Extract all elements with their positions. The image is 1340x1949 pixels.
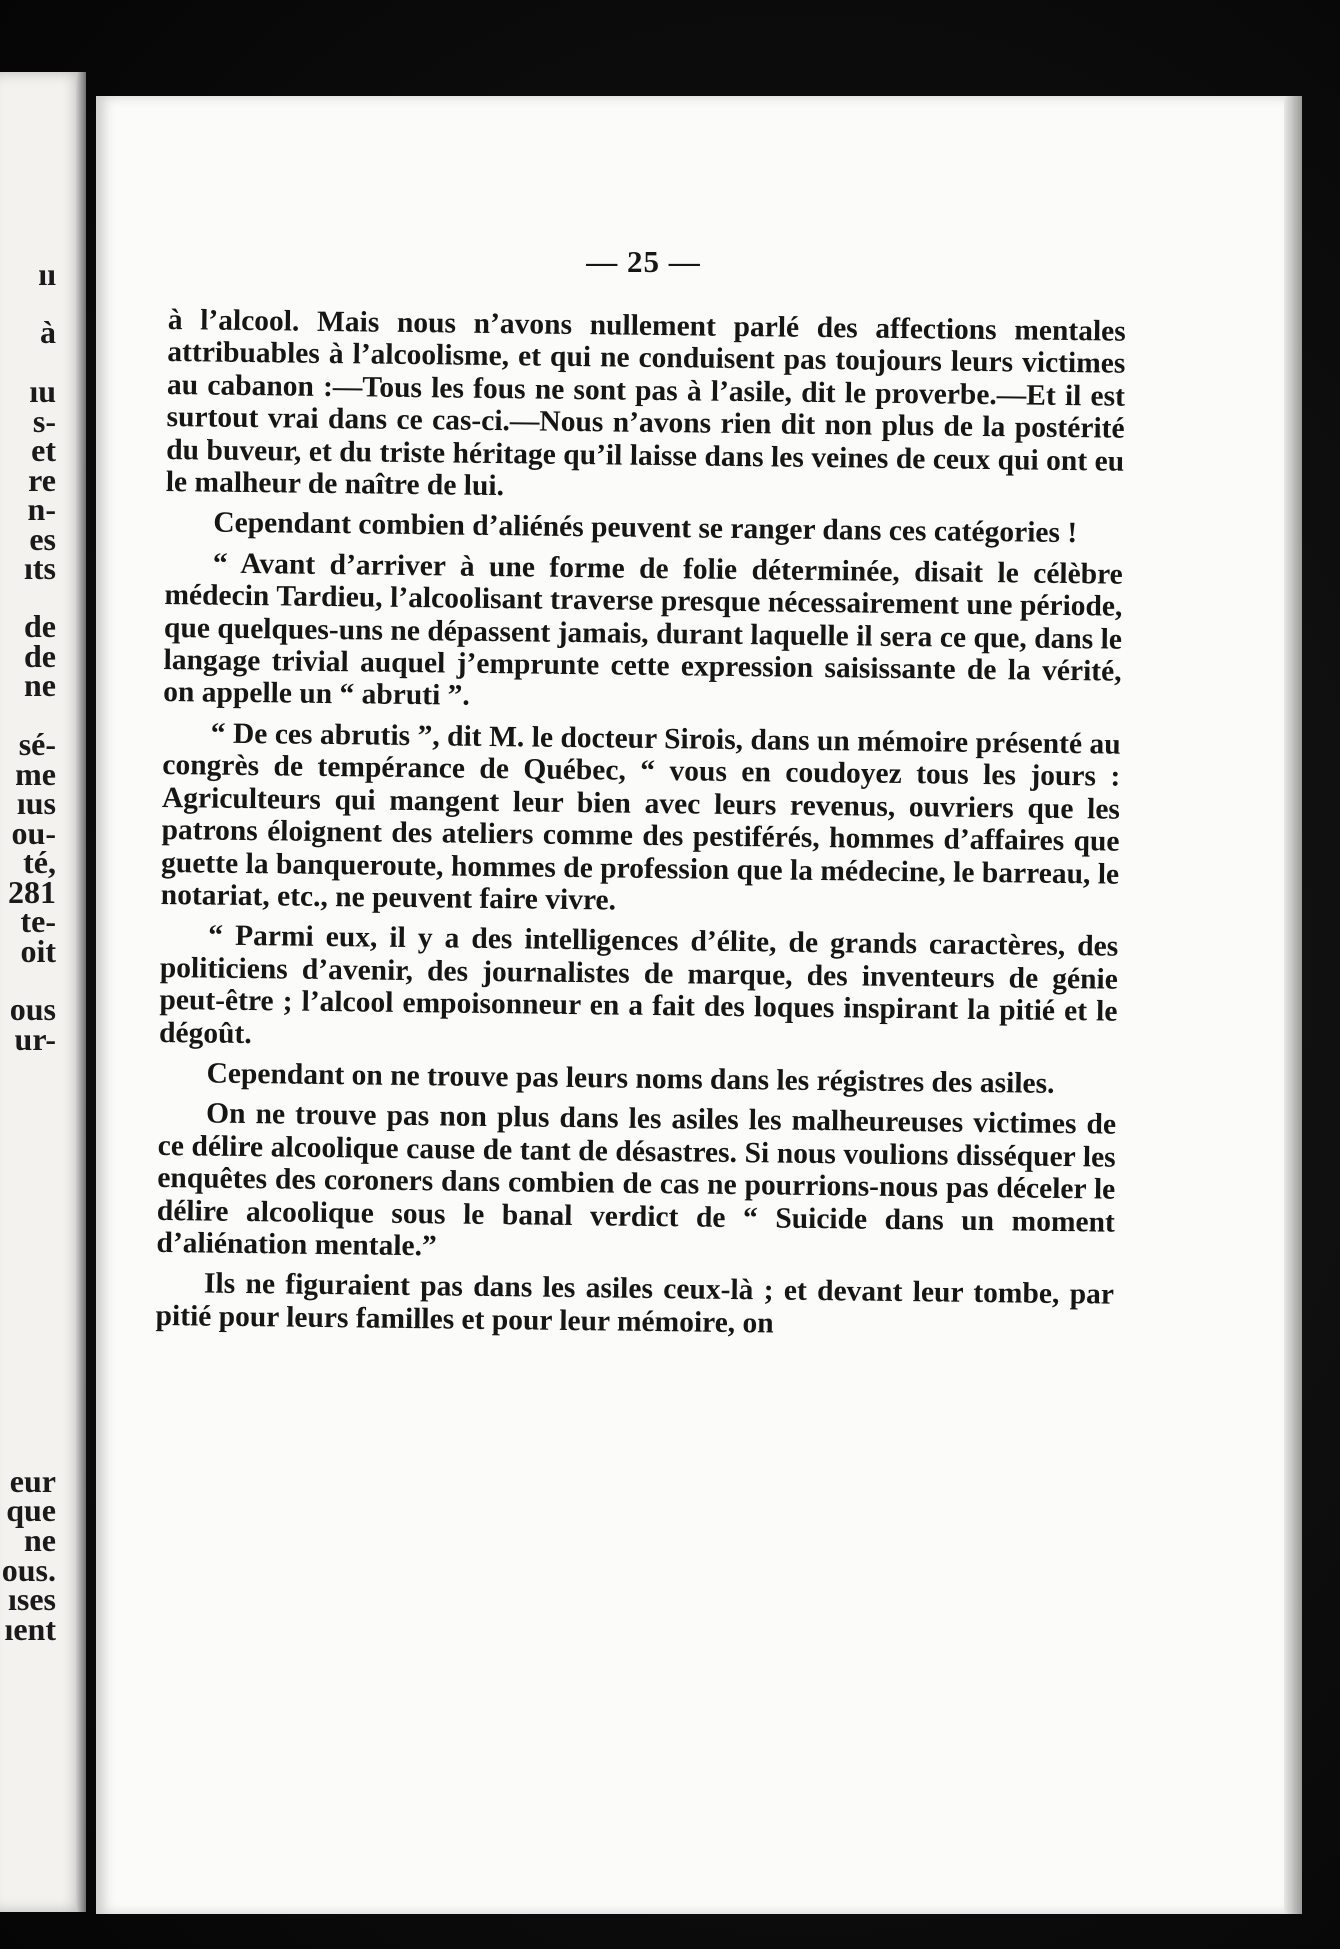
book-page: [96, 96, 1284, 1914]
left-fragment: s-: [32, 403, 56, 439]
page-number: — 25 —: [586, 244, 701, 279]
left-facing-page: [0, 72, 86, 1912]
left-fragment: oit: [20, 933, 56, 969]
left-fragment: ıı: [38, 256, 56, 292]
left-fragment: me: [15, 756, 56, 792]
book-gutter: [76, 72, 86, 1912]
left-fragment: ne: [24, 1522, 56, 1558]
left-fragment: sé-: [18, 726, 56, 762]
paragraph: “ De ces abrutis ”, dit M. le docteur Sirois, dans un mémoire présenté au congrès de tempérance de Québec, “ vous en coudoyez tous les jours : Agriculteurs qui mangent leur bien avec leurs revenus, ouvriers que les patrons éloignent des ateliers comme des pestiférés, hommes d’affaires que guette la banqueroute, hommes de profession que la médecine, le barreau, le notariat, etc., ne peuvent faire vivre.: [160, 717, 1121, 917]
paragraph: Ils ne figuraient pas dans les asiles ceux-là ; et devant leur tombe, par pitié pour leurs familles et pour leur mémoire, on: [155, 1267, 1115, 1340]
left-fragment: ıu: [29, 373, 56, 409]
paragraph: “ Parmi eux, il y a des intelligences d’élite, de grands caractères, des politiciens d’avenir, des journalistes de marque, des inventeurs de génie peut-être ; l’alcool empoisonneur en a fait des loques inspirant la pitié et le dégoût.: [158, 919, 1119, 1050]
left-fragment: 281: [8, 874, 56, 910]
left-fragment: ıent: [4, 1611, 56, 1647]
left-fragment: té,: [23, 844, 56, 880]
left-fragment: à: [40, 314, 56, 350]
left-fragment: ous: [9, 991, 56, 1027]
page-edge: [1284, 96, 1302, 1914]
left-fragment: n-: [27, 491, 56, 527]
left-fragment: et: [31, 432, 56, 468]
left-fragment: re: [28, 462, 56, 498]
paragraph: On ne trouve pas non plus dans les asiles les malheureuses victimes de ce délire alcoolique cause de tant de désastres. Si nous voulions disséquer les enquêtes des coroners dans combien de cas ne pourrions-nous pas déceler le délire alcoolique sous le banal verdict de “ Suicide dans un moment d’aliénation mentale.”: [156, 1097, 1117, 1263]
left-fragment: eur: [9, 1463, 56, 1499]
paragraph: “ Avant d’arriver à une forme de folie déterminée, disait le célèbre médecin Tardieu, l’alcoolisant traverse presque nécessairement une période, que quelques-uns ne dépassent jamais, durant laquelle il sera ce que, dans le langage trivial auquel j’emprunte cette expression saisissante de la vérité, on appelle un “ abruti ”.: [163, 547, 1123, 713]
left-fragment: ous.: [1, 1552, 56, 1588]
left-fragment: ou-: [11, 815, 56, 851]
left-fragment: que: [6, 1492, 56, 1528]
left-fragment: de: [24, 638, 56, 674]
left-fragment: ıts: [24, 550, 56, 586]
paragraph: Cependant on ne trouve pas leurs noms dans les régistres des asiles.: [206, 1057, 1055, 1100]
left-fragment: ur-: [14, 1021, 56, 1057]
left-fragment: es: [29, 521, 56, 557]
left-fragment: ıus: [16, 785, 56, 821]
body-text: [155, 304, 1126, 1352]
left-fragment: ne: [24, 667, 56, 703]
left-fragment: de: [24, 608, 56, 644]
paragraph: Cependant combien d’aliénés peuvent se ranger dans ces catégories !: [213, 507, 1078, 550]
left-fragment: ıses: [8, 1581, 56, 1617]
paragraph: à l’alcool. Mais nous n’avons nullement parlé des affections mentales attribuables à l’alcoolisme, et qui ne conduisent pas toujours leurs victimes au cabanon :—Tous les fous ne sont pas à l’asile, dit le proverbe.—Et il est surtout vrai dans ce cas-ci.—Nous n’avons rien dit non plus de la postérité du buveur, et du triste héritage qu’il laisse dans les veines de ceux qui ont eu le malheur de naître de lui.: [165, 304, 1126, 503]
left-fragment: te-: [20, 903, 56, 939]
